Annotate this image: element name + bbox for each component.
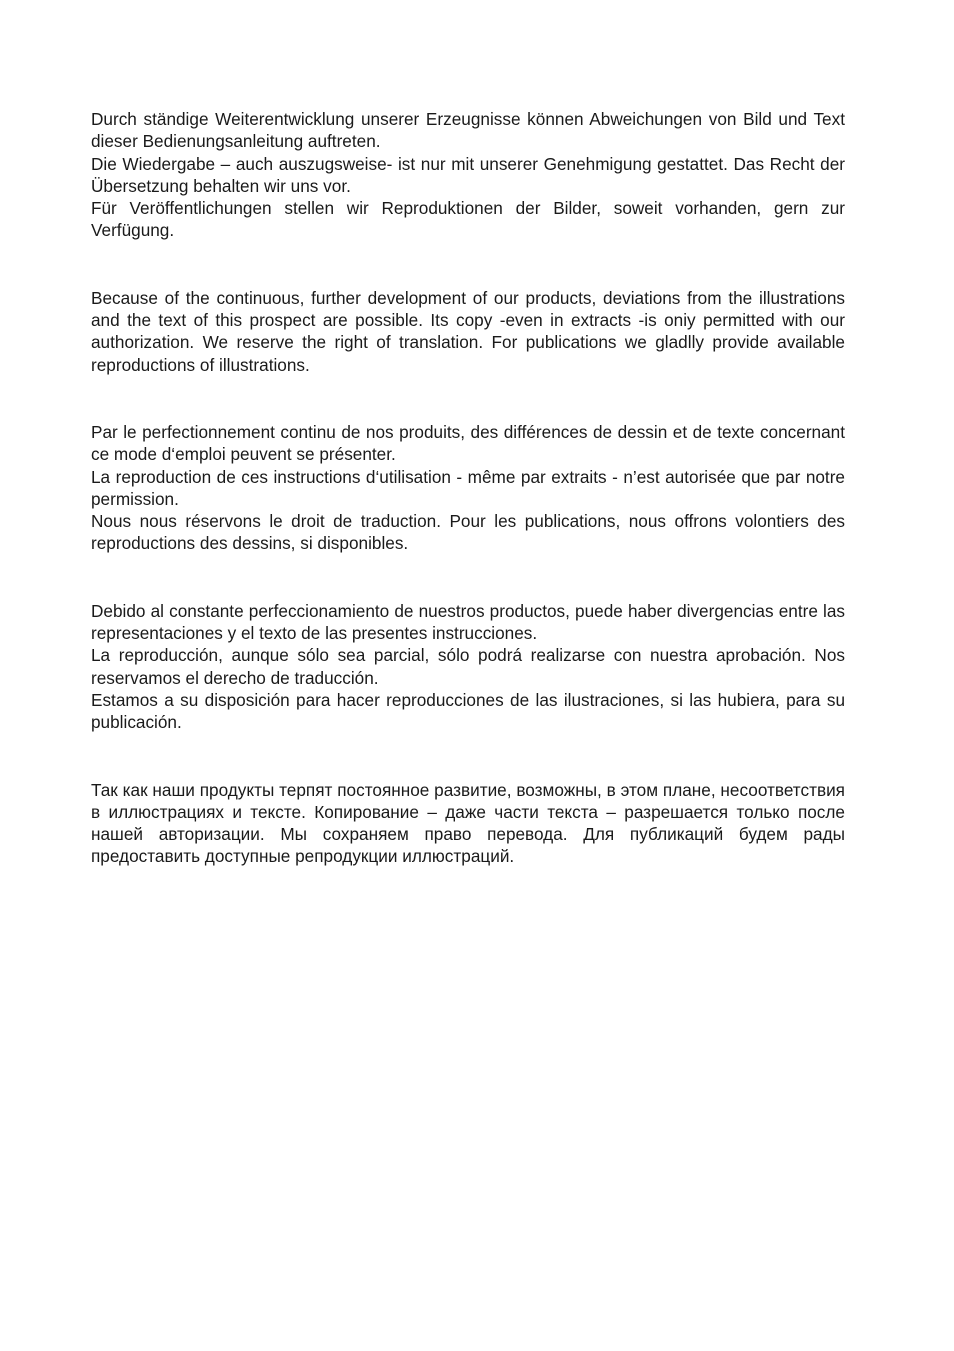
section-russian [91, 779, 845, 868]
paragraph-de-3: Für Veröffentlichungen stellen wir Reproduktionen der Bilder, soweit vorhanden, gern zur Verfügung. [91, 198, 845, 241]
section-french [91, 421, 845, 555]
paragraph-de-2: Die Wiedergabe – auch auszugsweise- ist nur mit unserer Genehmigung gestattet. Das Recht der Übersetzung behalten wir uns vor. [91, 153, 845, 196]
paragraph-es-2: La reproducción, aunque sólo sea parcial, sólo podrá realizarse con nuestra aprobación. Nos reservamos el derecho de traducción. [91, 645, 845, 688]
paragraph-es-1: Debido al constante perfeccionamiento de nuestros productos, puede haber divergencias entre las representaciones y el texto de las presentes instrucciones. [91, 600, 845, 644]
section-german [91, 108, 845, 242]
paragraph-de-1: Durch ständige Weiterentwicklung unserer Erzeugnisse können Abweichungen von Bild und Text dieser Bedienungsanleitung auftreten. [91, 109, 845, 152]
paragraph-en-1: Because of the continuous, further development of our products, deviations from the illustrations and the text of this prospect are possible. Its copy -even in extracts -is oniy permitted with our authorization. We reserve the right of translation. For publications we gladlly provide available reproductions of illustrations. [91, 287, 845, 375]
paragraph-fr-1: Par le perfectionnement continu de nos produits, des différences de dessin et de texte concernant ce mode d‘emploi peuvent se présenter. [91, 421, 845, 465]
paragraph-fr-3: Nous nous réservons le droit de traduction. Pour les publications, nous offrons volontiers des reproductions des dessins, si disponibles. [91, 511, 845, 554]
section-spanish [91, 600, 845, 734]
section-english [91, 287, 845, 376]
paragraph-fr-2: La reproduction de ces instructions d‘utilisation - même par extraits - n’est autorisée que par notre permission. [91, 466, 845, 509]
paragraph-ru-1: Так как наши продукты терпят постоянное развитие, возможны, в этом плане, несоответствия в иллюстрациях и тексте. Копирование – даже части текста – разрешается только после нашей авторизации. Мы сохраняем право перевода. Для публикаций будем рады предоставить доступные репродукции иллюстраций. [91, 779, 845, 867]
paragraph-es-3: Estamos a su disposición para hacer reproducciones de las ilustraciones, si las hubiera, para su publicación. [91, 689, 845, 733]
document-page [91, 108, 845, 913]
